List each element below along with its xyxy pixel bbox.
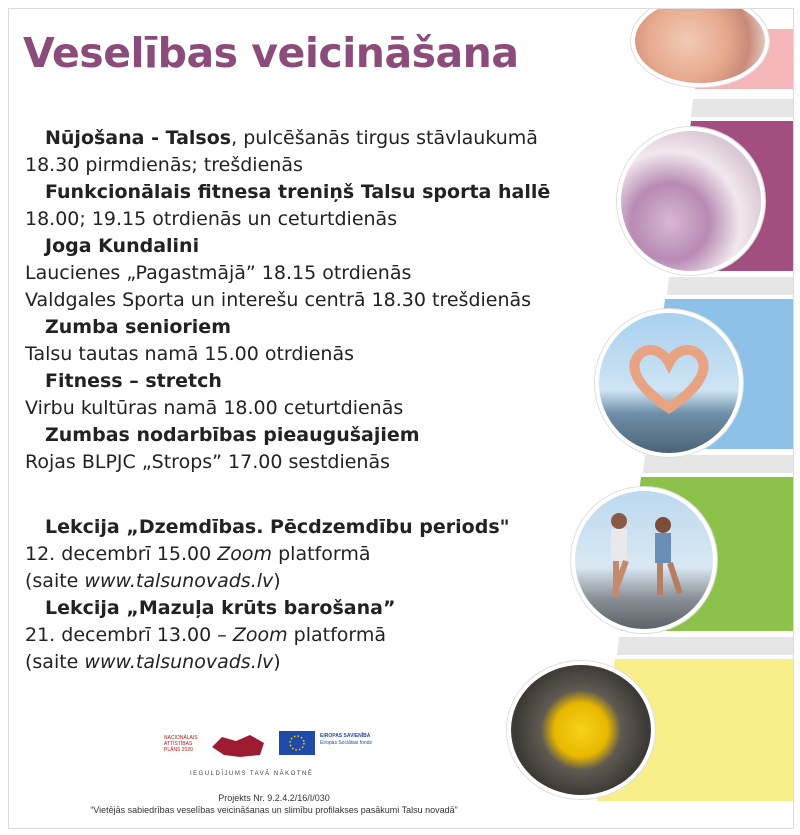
lecture-date: 21. decembrī 13.00 – Zoom platformā: [25, 624, 387, 646]
activity-heading: Funkcionālais fitnesa treniņš Talsu sporta hallē: [45, 181, 551, 203]
lecture-heading: Lekcija „Dzemdības. Pēcdzemdību periods": [45, 516, 510, 538]
lecture-link: (saite www.talsunovads.lv): [25, 651, 281, 673]
eu-label: EIROPAS SAVIENĪBA Eiropas Sociālais fonds: [320, 733, 372, 746]
stripe-gray-1: [691, 99, 793, 117]
stripe-gray-4: [617, 637, 793, 655]
garlic-photo: [617, 127, 765, 275]
activity-heading: Nūjošana - Talsos, pulcēšanās tirgus stāvlaukumā: [45, 127, 538, 149]
activity-detail: Talsu tautas namā 15.00 otrdienās: [25, 343, 355, 365]
heart-hands-photo: [595, 309, 743, 457]
lecture-heading: Lekcija „Mazuļa krūts barošana”: [45, 597, 396, 619]
page-title: Veselības veicināšana: [23, 29, 519, 77]
activity-detail: 18.00; 19.15 otrdienās un ceturtdienās: [25, 208, 398, 230]
latvia-map-icon: [210, 733, 266, 759]
yellow-flower-photo: [507, 661, 655, 799]
activity-detail: Laucienes „Pagastmājā” 18.15 otrdienās: [25, 262, 412, 284]
poster: [8, 8, 794, 829]
activity-heading: Zumba senioriem: [45, 316, 231, 338]
activity-heading: Joga Kundalini: [45, 235, 200, 257]
activity-detail: 18.30 pirmdienās; trešdienās: [25, 154, 303, 176]
runners-photo: [571, 487, 717, 633]
activity-heading: Zumbas nodarbības pieaugušajiem: [45, 424, 420, 446]
website-link[interactable]: www.talsunovads.lv: [84, 570, 274, 592]
nap-logo: NACIONĀLAIS ATTĪSTĪBAS PLĀNS 2020: [164, 735, 198, 753]
stripe-gray-3: [643, 455, 793, 473]
runner-icon: [575, 491, 713, 629]
lecture-list: [25, 514, 510, 676]
activity-detail: Valdgales Sporta un interešu centrā 18.30 trešdienās: [25, 289, 532, 311]
website-link[interactable]: www.talsunovads.lv: [84, 651, 274, 673]
sponsor-logos: [164, 727, 404, 787]
eu-flag-icon: [279, 731, 315, 755]
project-title: “Vietējās sabiedrības veselības veicināšanas un slimību profilakses pasākumi Talsu novadā”: [90, 805, 458, 815]
stripe-gray-2: [667, 277, 793, 295]
activity-detail: Rojas BLPJC „Strops” 17.00 sestdienās: [25, 451, 391, 473]
heart-icon: [599, 313, 739, 453]
lecture-date: 12. decembrī 15.00 Zoom platformā: [25, 543, 371, 565]
tagline: IEGULDĪJUMS TAVĀ NĀKOTNĒ: [190, 771, 314, 777]
activity-list: [25, 125, 550, 476]
activity-heading: Fitness – stretch: [45, 370, 222, 392]
activity-detail: Virbu kultūras namā 18.00 ceturtdienās: [25, 397, 404, 419]
project-number: Projekts Nr. 9.2.4.2/16/I/030: [218, 793, 330, 803]
lecture-link: (saite www.talsunovads.lv): [25, 570, 281, 592]
